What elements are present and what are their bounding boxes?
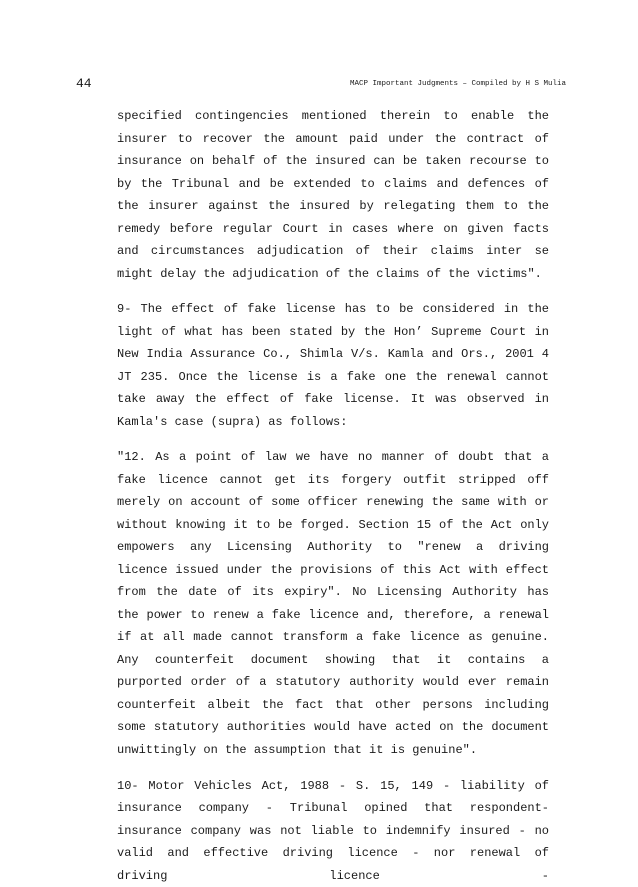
paragraph-quote-12: "12. As a point of law we have no manner of doubt that a fake licence cannot get its forgery outfit stripped off merely on account of some officer renewing the same with or without knowing it to be forged. Section 15 of the Act only empowers any Licensing Authority to "renew a driving licence issued under the provisions of this Act with effect from the date of its expiry". No Licensing Authority has the power to renew a fake licence and, therefore, a renewal if at all made cannot transform a fake licence as genuine. Any counterfeit document showing that it contains a purported order of a statutory authority would ever remain counterfeit albeit the fact that other persons including some statutory authorities would have acted on the document unwittingly on the assumption that it is genuine".: [117, 450, 549, 757]
document-body: [117, 105, 549, 887]
paragraph-continuation: specified contingencies mentioned therein to enable the insurer to recover the amount paid under the contract of insurance on behalf of the insured can be taken recourse to by the Tribunal and be extended to claims and defences of the insurer against the insured by relegating them to the remedy before regular Court in cases where on given facts and circumstances adjudication of their claims inter se might delay the adjudication of the claims of the victims".: [117, 109, 549, 281]
running-header: MACP Important Judgments – Compiled by H S Mulia: [349, 80, 566, 88]
paragraph-10: 10- Motor Vehicles Act, 1988 - S. 15, 149 - liability of insurance company - Tribunal opined that respondent-insurance company was not liable to indemnify insured - no valid and effective driving licence - nor renewal of driving licence -: [117, 778, 549, 883]
paragraph-9: 9- The effect of fake license has to be considered in the light of what has been stated by the Hon’ Supreme Court in New India Assurance Co., Shimla V/s. Kamla and Ors., 2001 4 JT 235. Once the license is a fake one the renewal cannot take away the effect of fake license. It was observed in Kamla's case (supra) as follows:: [117, 302, 549, 429]
page-number: 44: [76, 76, 92, 91]
